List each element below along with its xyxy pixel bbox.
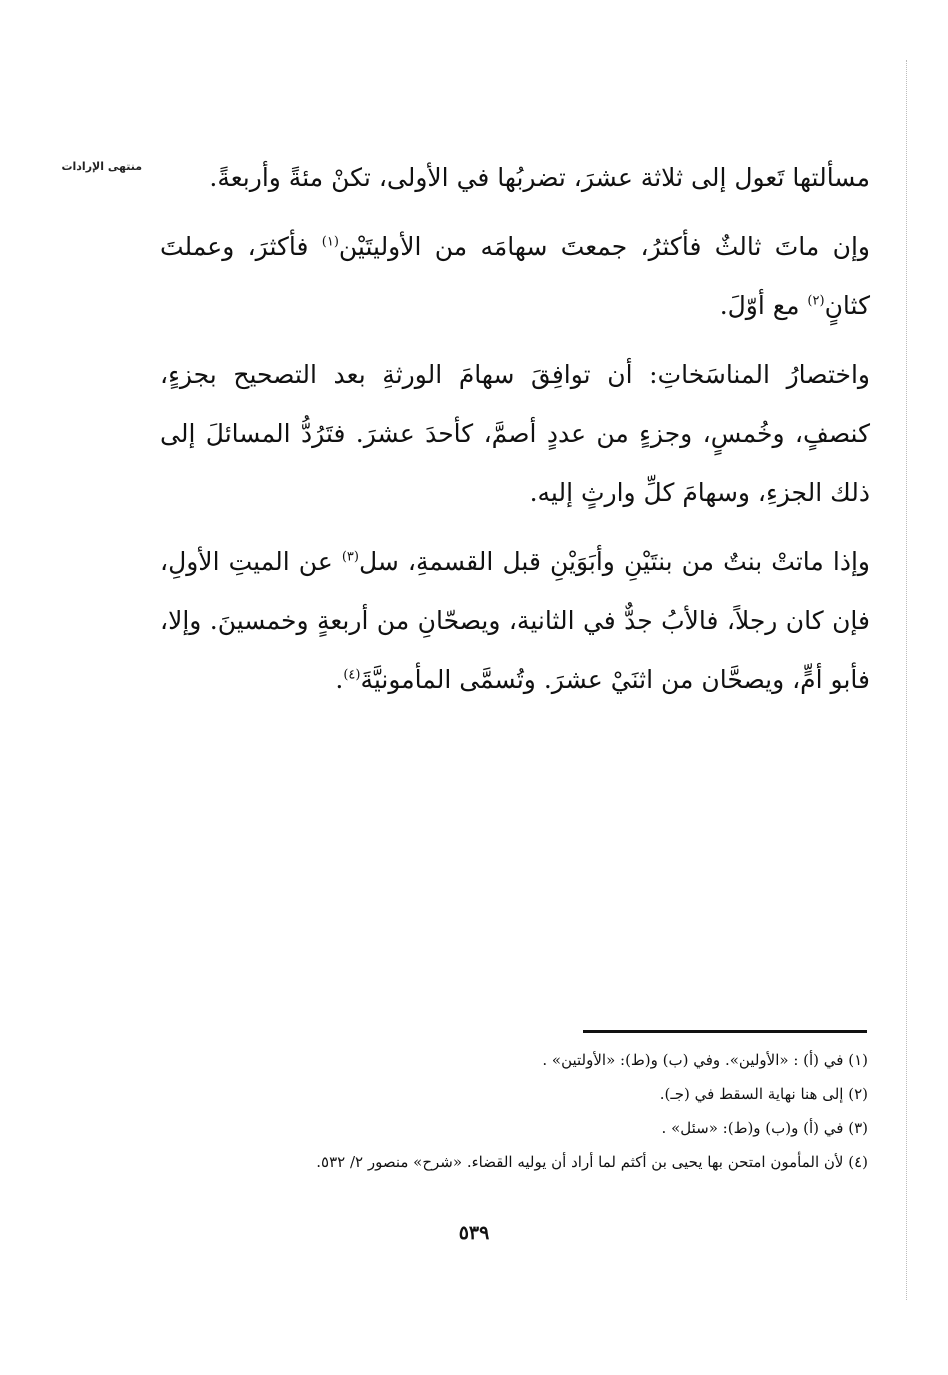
text-segment: مسألتها تَعول إلى ثلاثة عشرَ، تضربُها في الأولى، تكنْ مئةً وأربعةً.	[209, 163, 870, 192]
paragraph	[160, 217, 870, 335]
main-text	[160, 148, 870, 719]
running-head: منتهى الإرادات	[61, 160, 142, 173]
footnote-reference: (١)	[321, 234, 339, 250]
text-segment: واختصارُ المناسَخاتِ: أن توافِقَ سهامَ الورثةِ بعد التصحيح بجزءٍ، كنصفٍ، وخُمسٍ، وجزءٍ من عددٍ أصمَّ، كأحدَ عشرَ. فتَرُدُّ المسائلَ إلى ذلك الجزءِ، وسهامَ كلِّ وارثٍ إليه.	[160, 360, 870, 507]
footnote: (٢) إلى هنا نهاية السقط في (جـ).	[659, 1085, 868, 1103]
text-segment: مع أوّلَ.	[719, 291, 808, 320]
footnote-reference: (٣)	[341, 549, 359, 565]
text-segment: عن الميتِ الأولِ، فإن كان رجلاً، فالأبُ جدٌّ في الثانية، ويصحّانِ من أربعةٍ وخمسينَ. وإلا، فأبو أمٍّ، ويصحَّان من اثنَيْ عشرَ. وتُسمَّى المأمونيَّةَ	[160, 547, 870, 694]
paragraph	[160, 345, 870, 522]
text-segment: وإن ماتَ ثالثٌ فأكثرُ، جمعتَ سهامَه من الأوليتَيْن	[338, 232, 870, 261]
paragraph	[160, 148, 870, 207]
margin-dotted-line	[906, 60, 907, 1300]
footnote-separator	[583, 1030, 867, 1033]
footnote: (٣) في (أ) و(ب) و(ط): «سئل» .	[661, 1119, 868, 1137]
paragraph	[160, 532, 870, 709]
footnote-reference: (٢)	[807, 293, 825, 309]
footnote: (٤) لأن المأمون امتحن بها يحيى بن أكثم لما أراد أن يوليه القضاء. «شرح» منصور ٢/ ٥٣٢.	[316, 1153, 868, 1171]
text-segment: وإذا ماتتْ بنتٌ من بنتَيْنِ وأبَوَيْنِ قبل القسمةِ، سل	[358, 547, 870, 576]
footnote-reference: (٤)	[343, 667, 361, 683]
text-segment: .	[335, 665, 344, 694]
footnote: (١) في (أ) : «الأولين». وفي (ب) و(ط): «الأولتين» .	[542, 1051, 868, 1069]
text-segment: فأكثرَ، وعملتَ كثانٍ	[160, 232, 870, 320]
footnotes	[160, 1043, 868, 1179]
page-number: ٥٣٩	[458, 1222, 490, 1244]
